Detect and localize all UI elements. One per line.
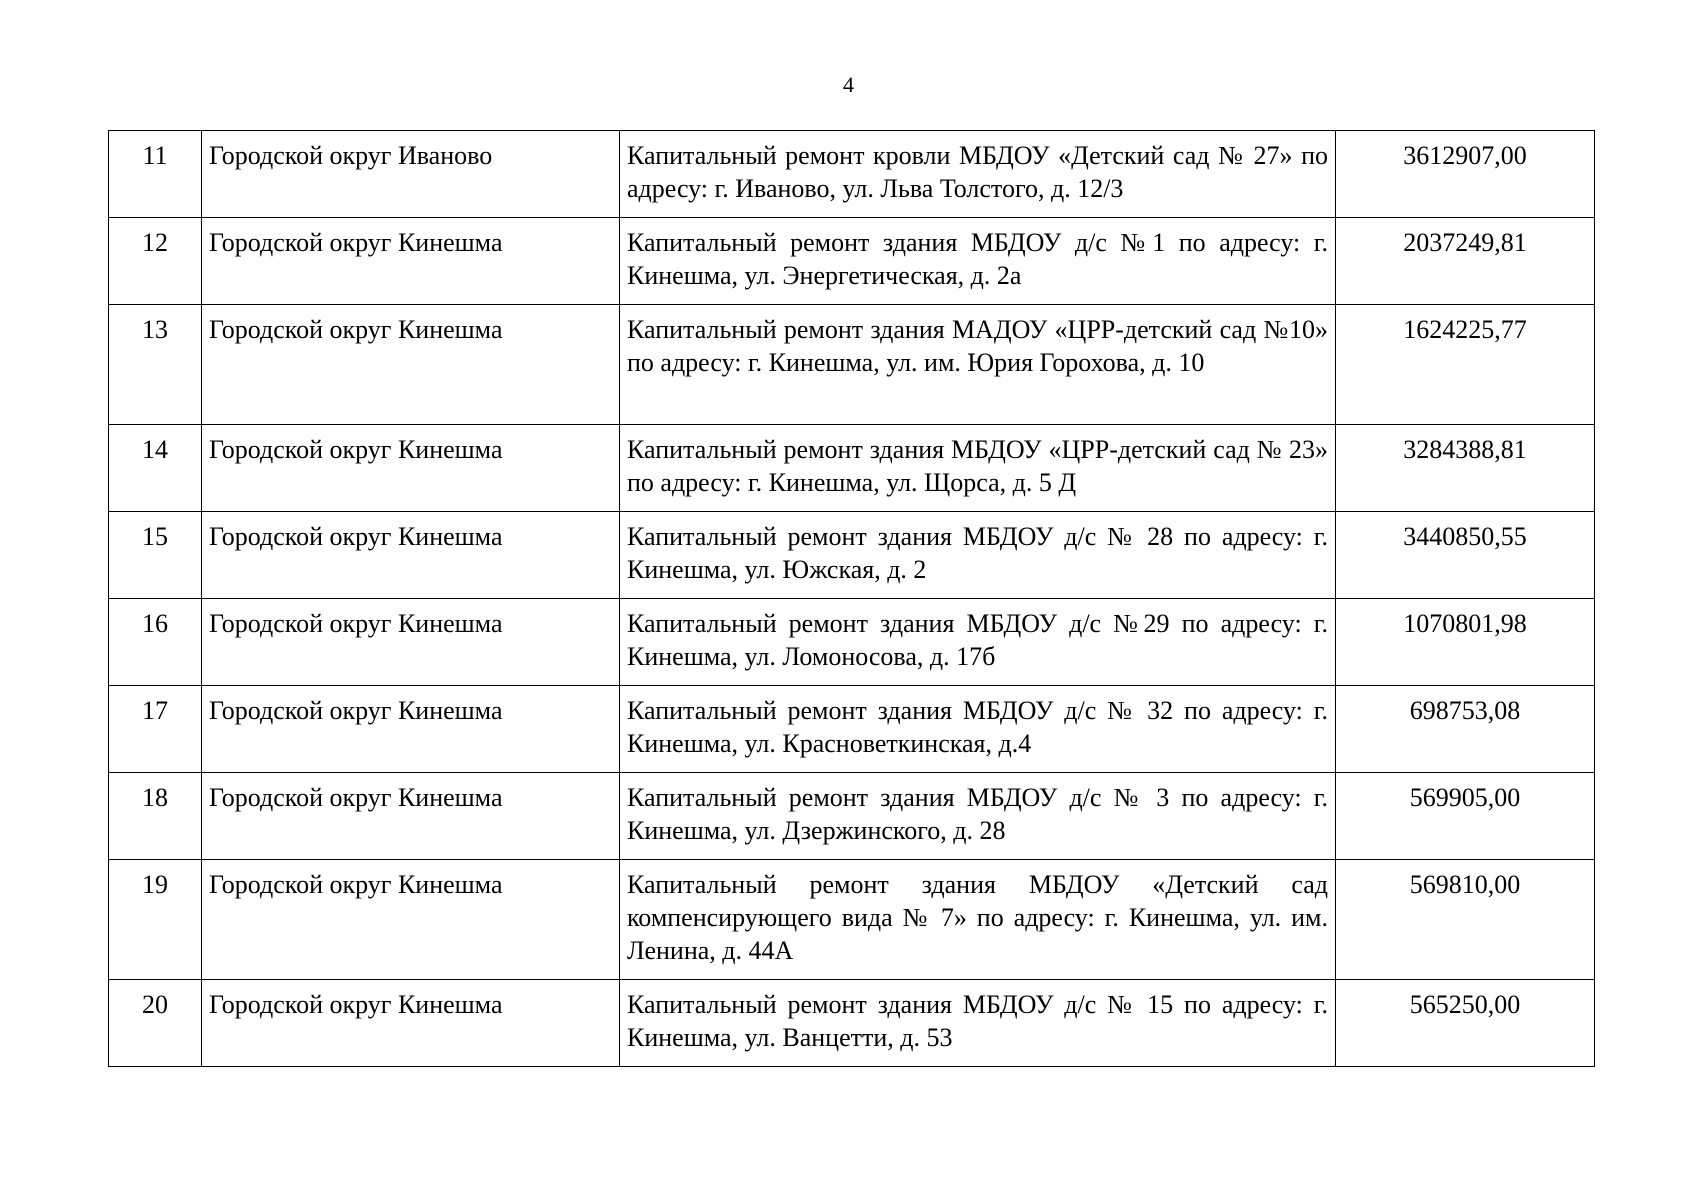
description-cell: Капитальный ремонт здания МБДОУ «Детский сад компенсирующего вида № 7» по адресу: г. Кинешма, ул. им. Ленина, д. 44А — [620, 860, 1336, 980]
row-number: 14 — [109, 425, 202, 512]
row-number: 20 — [109, 980, 202, 1067]
amount-cell: 3284388,81 — [1336, 425, 1595, 512]
row-number: 12 — [109, 218, 202, 305]
district-cell: Городской округ Кинешма — [202, 860, 620, 980]
description-cell: Капитальный ремонт здания МБДОУ д/с №29 по адресу: г. Кинешма, ул. Ломоносова, д. 17б — [620, 599, 1336, 686]
row-number: 19 — [109, 860, 202, 980]
row-number: 18 — [109, 773, 202, 860]
district-cell: Городской округ Кинешма — [202, 686, 620, 773]
district-cell: Городской округ Кинешма — [202, 599, 620, 686]
district-cell: Городской округ Кинешма — [202, 218, 620, 305]
repair-table — [108, 130, 1595, 1067]
table-row — [109, 980, 1595, 1067]
table-row — [109, 218, 1595, 305]
amount-cell: 1070801,98 — [1336, 599, 1595, 686]
table-row — [109, 773, 1595, 860]
row-number: 17 — [109, 686, 202, 773]
table-row — [109, 131, 1595, 218]
description-cell: Капитальный ремонт здания МБДОУ д/с № 28 по адресу: г. Кинешма, ул. Южская, д. 2 — [620, 512, 1336, 599]
table-row — [109, 512, 1595, 599]
page-number: 4 — [843, 72, 854, 97]
row-number: 13 — [109, 305, 202, 425]
table-row — [109, 599, 1595, 686]
district-cell: Городской округ Кинешма — [202, 773, 620, 860]
amount-cell: 569905,00 — [1336, 773, 1595, 860]
table-row — [109, 305, 1595, 425]
table-row — [109, 686, 1595, 773]
amount-cell: 698753,08 — [1336, 686, 1595, 773]
row-number: 16 — [109, 599, 202, 686]
table-row — [109, 425, 1595, 512]
description-cell: Капитальный ремонт кровли МБДОУ «Детский сад № 27» по адресу: г. Иваново, ул. Льва Толстого, д. 12/3 — [620, 131, 1336, 218]
amount-cell: 565250,00 — [1336, 980, 1595, 1067]
description-cell: Капитальный ремонт здания МБДОУ «ЦРР-детский сад № 23» по адресу: г. Кинешма, ул. Щорса, д. 5 Д — [620, 425, 1336, 512]
row-number: 11 — [109, 131, 202, 218]
description-cell: Капитальный ремонт здания МБДОУ д/с № 3 по адресу: г. Кинешма, ул. Дзержинского, д. 28 — [620, 773, 1336, 860]
description-cell: Капитальный ремонт здания МБДОУ д/с № 32 по адресу: г. Кинешма, ул. Красноветкинская, д.4 — [620, 686, 1336, 773]
table-row — [109, 860, 1595, 980]
district-cell: Городской округ Кинешма — [202, 425, 620, 512]
description-cell: Капитальный ремонт здания МБДОУ д/с № 15 по адресу: г. Кинешма, ул. Ванцетти, д. 53 — [620, 980, 1336, 1067]
description-cell: Капитальный ремонт здания МАДОУ «ЦРР-детский сад №10» по адресу: г. Кинешма, ул. им. Юрия Горохова, д. 10 — [620, 305, 1336, 425]
amount-cell: 2037249,81 — [1336, 218, 1595, 305]
amount-cell: 3612907,00 — [1336, 131, 1595, 218]
district-cell: Городской округ Кинешма — [202, 305, 620, 425]
amount-cell: 1624225,77 — [1336, 305, 1595, 425]
amount-cell: 569810,00 — [1336, 860, 1595, 980]
district-cell: Городской округ Кинешма — [202, 980, 620, 1067]
row-number: 15 — [109, 512, 202, 599]
district-cell: Городской округ Кинешма — [202, 512, 620, 599]
district-cell: Городской округ Иваново — [202, 131, 620, 218]
amount-cell: 3440850,55 — [1336, 512, 1595, 599]
description-cell: Капитальный ремонт здания МБДОУ д/с №1 по адресу: г. Кинешма, ул. Энергетическая, д. 2а — [620, 218, 1336, 305]
